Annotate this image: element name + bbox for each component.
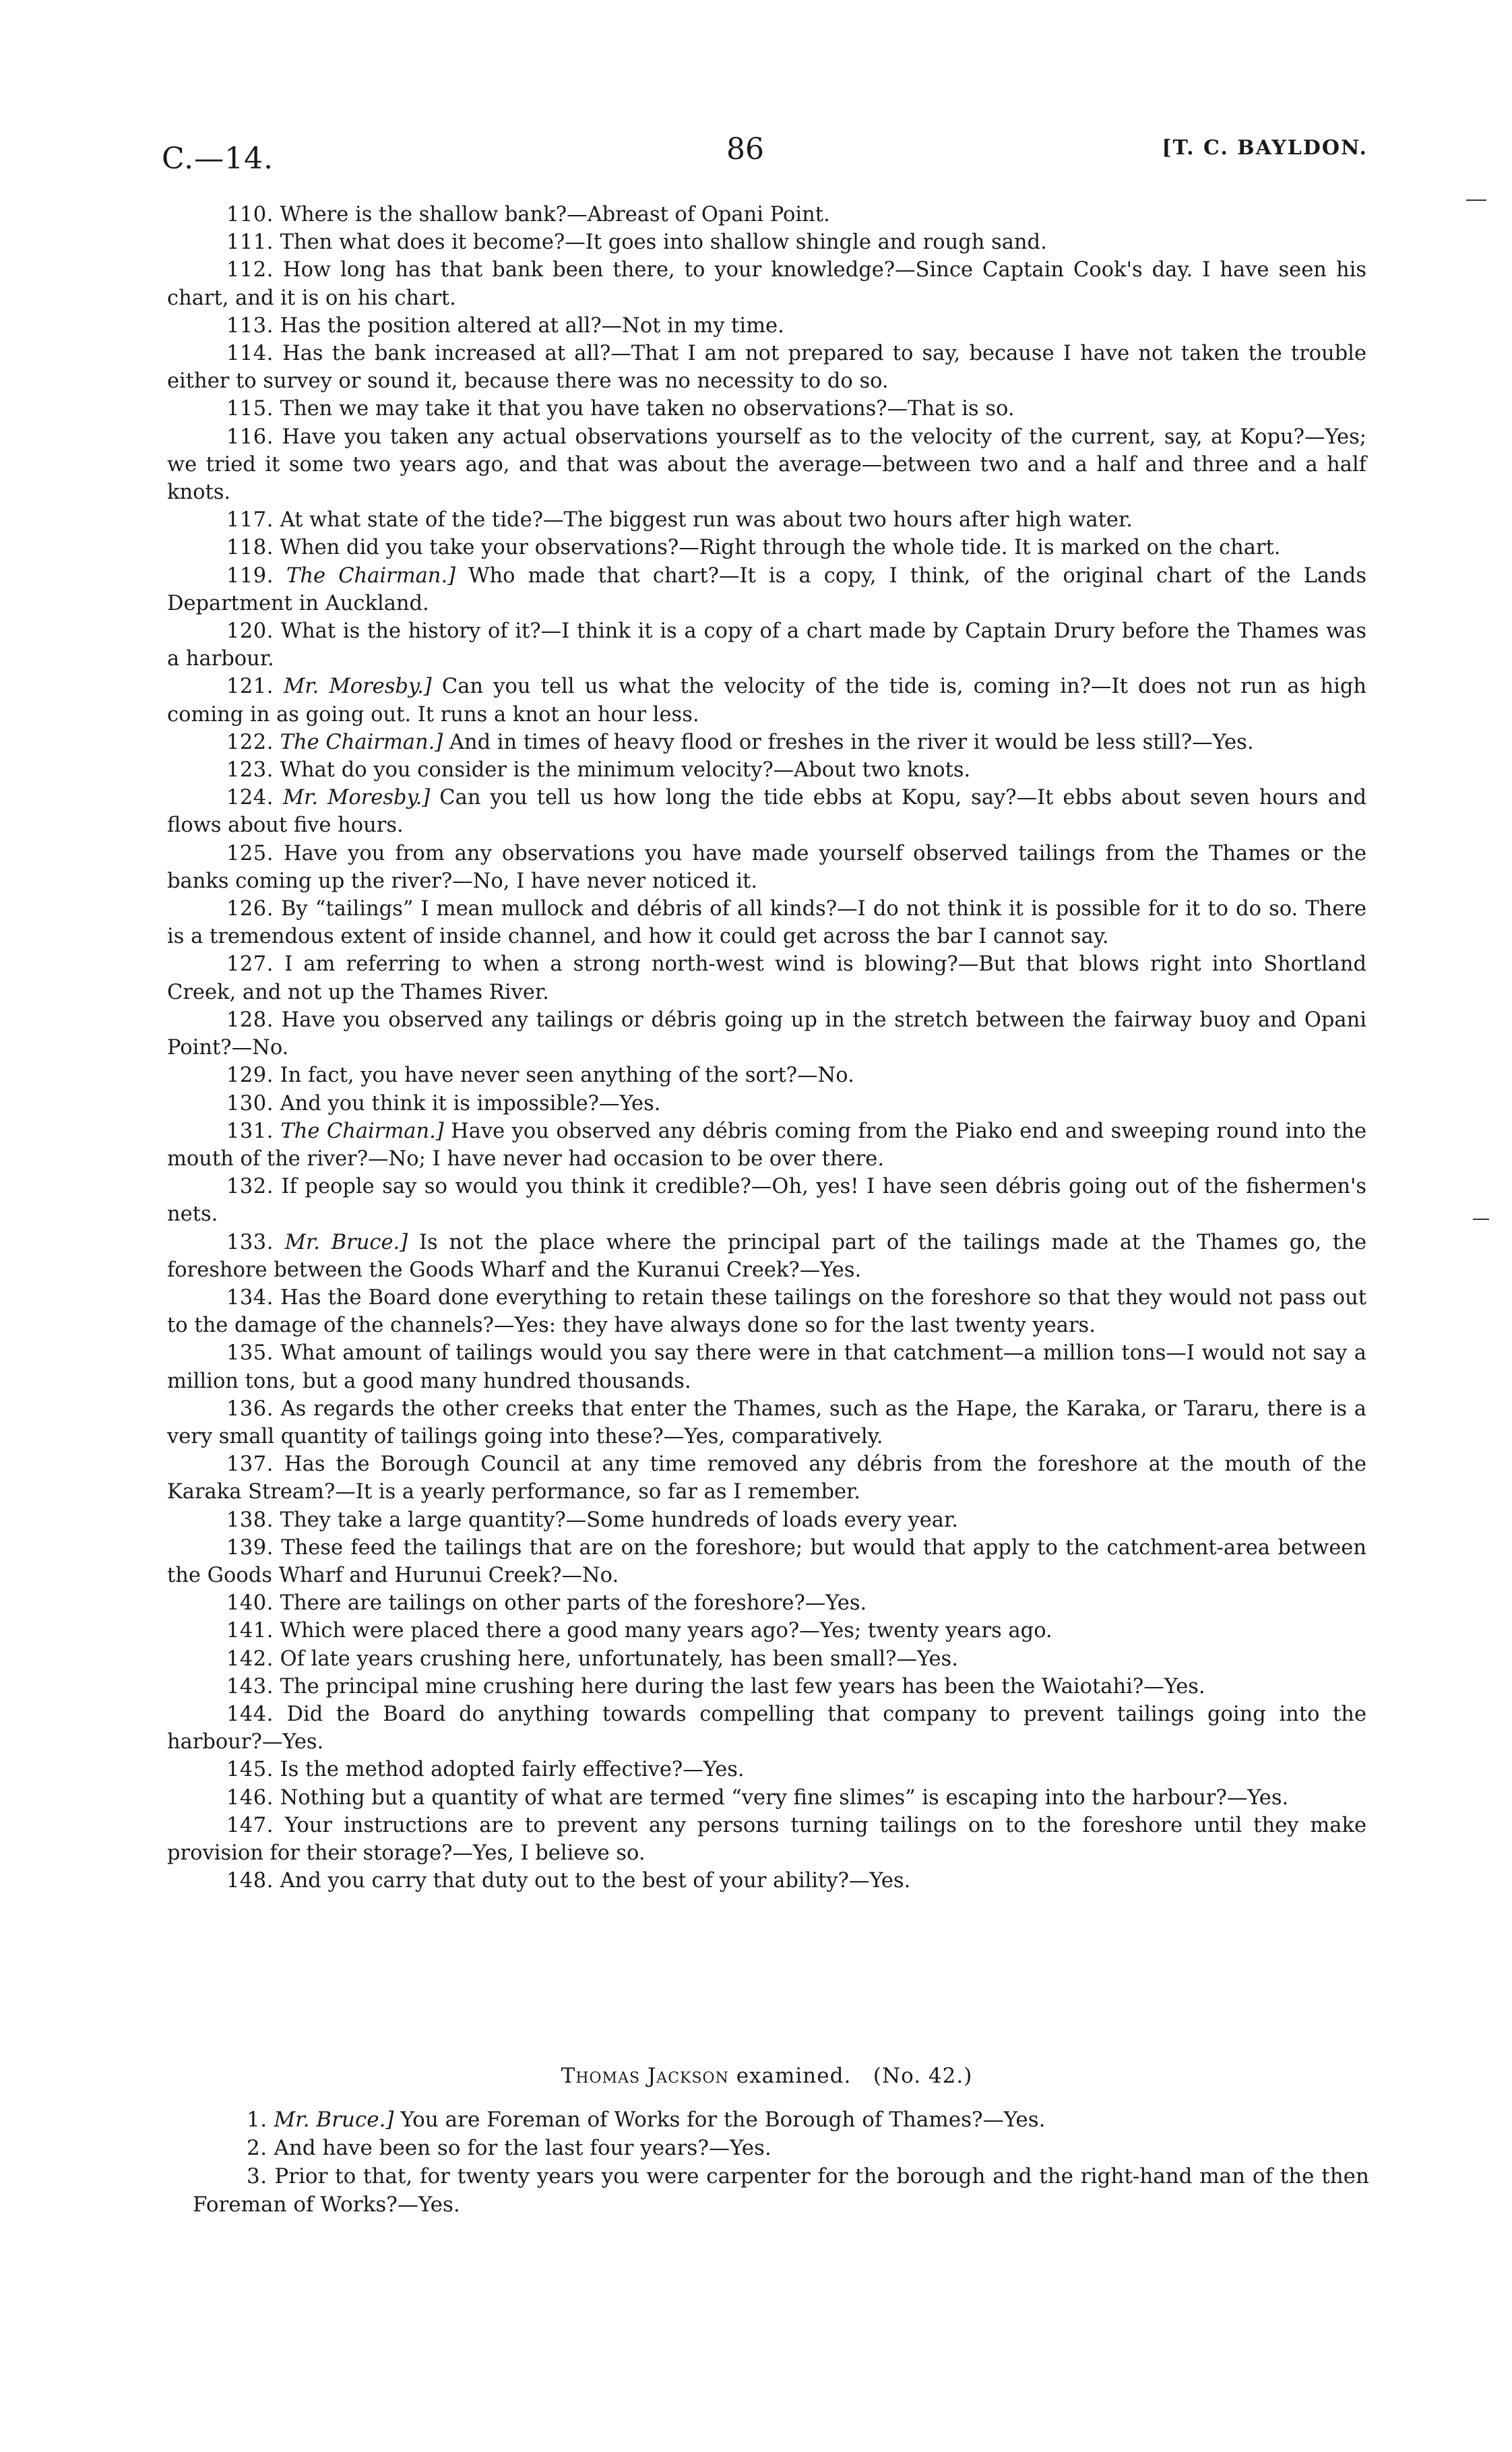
- question-paragraph: [167, 1173, 1366, 1228]
- question-number: 111.: [226, 231, 274, 255]
- question-paragraph: [167, 1229, 1366, 1284]
- page-number: 86: [726, 132, 764, 166]
- question-paragraph: [167, 729, 1366, 756]
- question-paragraph: [167, 562, 1366, 617]
- question-number: 126.: [226, 897, 274, 921]
- question-number: 118.: [226, 536, 274, 560]
- question-text: Then what does it become?—It goes into shallow shingle and rough sand.: [280, 231, 1047, 255]
- question-number: 114.: [226, 342, 274, 366]
- question-text: What is the history of it?—I think it is a copy of a chart made by Captain Drury before the Thames was a harbour.: [167, 619, 1366, 671]
- question-paragraph: [167, 1450, 1366, 1506]
- question-paragraph: [167, 1589, 1366, 1617]
- speaker-name: The Chairman.]: [280, 1119, 444, 1143]
- question-text: Your instructions are to prevent any persons turning tailings on to the foreshore until they make provision for their storage?—Yes, I believe so.: [167, 1813, 1366, 1865]
- question-number: 136.: [226, 1397, 274, 1421]
- question-text: Have you observed any tailings or débris going up in the stretch between the fairway buoy and Opani Point?—No.: [167, 1008, 1366, 1060]
- question-number: 113.: [226, 313, 274, 338]
- question-number: 135.: [226, 1341, 274, 1366]
- question-paragraph: [167, 1006, 1366, 1062]
- question-number: 138.: [226, 1508, 274, 1532]
- question-paragraph: [167, 840, 1366, 895]
- question-text: Is the method adopted fairly effective?—Yes.: [280, 1758, 745, 1782]
- speaker-name: Mr. Moresby.]: [282, 786, 431, 810]
- question-number: 145.: [226, 1758, 274, 1782]
- question-number: 117.: [226, 508, 274, 532]
- question-number: 141.: [226, 1619, 274, 1643]
- question-paragraph: [167, 1756, 1366, 1783]
- question-text: Can you tell us how long the tide ebbs at Kopu, say?—It ebbs about seven hours and flows about five hours.: [167, 786, 1367, 838]
- question-paragraph: [167, 756, 1366, 784]
- question-number: 110.: [226, 203, 274, 226]
- question-number: 123.: [226, 758, 274, 783]
- page-header: [162, 132, 1368, 179]
- question-paragraph: [167, 423, 1366, 507]
- question-number: 140.: [226, 1591, 274, 1616]
- question-number: 128.: [226, 1008, 274, 1032]
- question-paragraph: [167, 312, 1366, 340]
- question-text: Prior to that, for twenty years you were carpenter for the borough and the right-hand man of the then Foreman of Works?—Yes.: [193, 2164, 1369, 2217]
- question-number: 1.: [247, 2108, 267, 2132]
- question-paragraph: [167, 673, 1366, 728]
- question-number: 125.: [226, 841, 274, 865]
- question-paragraph: [167, 1617, 1366, 1645]
- question-number: 131.: [226, 1119, 274, 1143]
- question-paragraph: [167, 1867, 1366, 1895]
- question-text: Has the bank increased at all?—That I am not prepared to say, because I have not taken the trouble either to survey or sound it, because there was no necessity to do so.: [167, 342, 1366, 394]
- question-paragraph: [193, 2162, 1369, 2219]
- question-text: Has the position altered at all?—Not in my time.: [280, 313, 784, 338]
- margin-mark: [1473, 1219, 1489, 1220]
- question-number: 143.: [226, 1674, 274, 1698]
- question-text: In fact, you have never seen anything of the sort?—No.: [280, 1064, 854, 1088]
- question-number: 122.: [226, 730, 274, 754]
- question-paragraph: [167, 950, 1366, 1006]
- witness-heading-number: (No. 42.): [873, 2064, 973, 2088]
- speaker-name: Mr. Bruce.]: [284, 1230, 408, 1254]
- question-number: 146.: [226, 1785, 274, 1810]
- question-text: Can you tell us what the velocity of the tide is, coming in?—It does not run as high coming in as going out. It runs a knot an hour less.: [167, 675, 1366, 727]
- witness-name: [T. C. BAYLDON.: [1162, 136, 1368, 160]
- speaker-name: Mr. Moresby.]: [284, 675, 432, 699]
- question-paragraph: [167, 1062, 1366, 1089]
- examination-text-2: [193, 2106, 1369, 2219]
- question-text: By “tailings” I mean mullock and débris of all kinds?—I do not think it is possible for it to do so. There is a tremendous extent of inside channel, and how it could get across the bar I cannot say.: [167, 897, 1366, 949]
- question-number: 121.: [226, 675, 274, 699]
- question-text: The principal mine crushing here during the last few years has been the Waiotahi?—Yes.: [280, 1674, 1205, 1698]
- question-text: Have you taken any actual observations yourself as to the velocity of the current, say, at Kopu?—Yes; we tried it some two years ago, and that was about the average—between two and a half and three and a half knots.: [167, 425, 1366, 505]
- question-text: Which were placed there a good many years ago?—Yes; twenty years ago.: [280, 1619, 1052, 1643]
- question-paragraph: [167, 1117, 1366, 1173]
- question-paragraph: [167, 506, 1366, 534]
- question-text: Have you from any observations you have made yourself observed tailings from the Thames or the banks coming up the river?—No, I have never noticed it.: [167, 841, 1366, 893]
- examination-text: [167, 201, 1366, 1895]
- question-text: Of late years crushing here, unfortunately, has been small?—Yes.: [280, 1647, 958, 1671]
- question-text: You are Foreman of Works for the Borough of Thames?—Yes.: [400, 2108, 1046, 2132]
- question-number: 134.: [226, 1285, 274, 1310]
- question-paragraph: [167, 1284, 1366, 1339]
- question-paragraph: [167, 784, 1366, 839]
- margin-mark: [1466, 200, 1486, 201]
- question-text: I am referring to when a strong north-west wind is blowing?—But that blows right into Shortland Creek, and not up the Thames River.: [167, 952, 1366, 1004]
- question-paragraph: [167, 1090, 1366, 1117]
- speaker-name: The Chairman.]: [280, 730, 443, 754]
- question-number: 119.: [226, 563, 274, 588]
- question-paragraph: [167, 1395, 1366, 1450]
- question-text: And you think it is impossible?—Yes.: [280, 1091, 661, 1115]
- question-number: 127.: [226, 952, 274, 977]
- question-number: 120.: [226, 619, 274, 644]
- question-paragraph: [167, 1812, 1366, 1867]
- question-text: Who made that chart?—It is a copy, I think, of the original chart of the Lands Department in Auckland.: [167, 563, 1366, 615]
- question-paragraph: [167, 534, 1366, 561]
- question-text: Has the Borough Council at any time removed any débris from the foreshore at the mouth of the Karaka Stream?—It is a yearly performance, so far as I remember.: [167, 1452, 1366, 1504]
- paper-reference: C.—14.: [162, 142, 274, 176]
- question-text: When did you take your observations?—Right through the whole tide. It is marked on the chart.: [280, 536, 1281, 560]
- question-text: These feed the tailings that are on the foreshore; but would that apply to the catchment-area between the Goods Wharf and Hurunui Creek?—No.: [167, 1535, 1366, 1587]
- question-paragraph: [167, 1673, 1366, 1700]
- question-number: 133.: [226, 1230, 274, 1254]
- question-number: 2.: [247, 2136, 267, 2160]
- question-number: 130.: [226, 1091, 274, 1115]
- section-heading: [167, 2064, 1366, 2088]
- question-number: 137.: [226, 1452, 274, 1477]
- question-paragraph: [167, 1645, 1366, 1673]
- question-text: They take a large quantity?—Some hundreds of loads every year.: [280, 1508, 958, 1532]
- question-paragraph: [167, 617, 1366, 673]
- question-text: And you carry that duty out to the best of your ability?—Yes.: [280, 1869, 911, 1893]
- question-paragraph: [167, 340, 1366, 395]
- question-number: 112.: [226, 258, 274, 282]
- question-text: And have been so for the last four years?—Yes.: [274, 2136, 771, 2160]
- question-paragraph: [167, 1534, 1366, 1589]
- question-text: Have you observed any débris coming from the Piako end and sweeping round into the mouth of the river?—No; I have never had occasion to be over there.: [167, 1119, 1367, 1171]
- question-text: There are tailings on other parts of the foreshore?—Yes.: [280, 1591, 867, 1616]
- speaker-name: Mr. Bruce.]: [274, 2108, 394, 2132]
- question-text: How long has that bank been there, to your knowledge?—Since Captain Cook's day. I have seen his chart, and it is on his chart.: [167, 258, 1366, 310]
- question-text: Nothing but a quantity of what are termed “very fine slimes” is escaping into the harbour?—Yes.: [280, 1785, 1289, 1810]
- question-text: Did the Board do anything towards compelling that company to prevent tailings going into the harbour?—Yes.: [167, 1702, 1366, 1754]
- question-paragraph: [167, 895, 1366, 950]
- question-paragraph: [167, 256, 1366, 311]
- question-paragraph: [167, 1700, 1366, 1756]
- question-number: 124.: [226, 786, 274, 810]
- question-number: 115.: [226, 397, 274, 421]
- question-text: What amount of tailings would you say there were in that catchment—a million tons—I would not say a million tons, but a good many hundred thousands.: [167, 1341, 1366, 1393]
- question-number: 147.: [226, 1813, 274, 1837]
- question-paragraph: [167, 1784, 1366, 1812]
- question-paragraph: [193, 2106, 1369, 2134]
- question-number: 129.: [226, 1064, 274, 1088]
- question-number: 3.: [247, 2164, 267, 2188]
- question-paragraph: [167, 201, 1366, 228]
- question-text: Has the Board done everything to retain these tailings on the foreshore so that they would not pass out to the damage of the channels?—Yes: they have always done so for the last twenty years.: [167, 1285, 1366, 1338]
- question-text: What do you consider is the minimum velocity?—About two knots.: [280, 758, 971, 783]
- question-text: At what state of the tide?—The biggest run was about two hours after high water.: [280, 508, 1133, 532]
- question-number: 142.: [226, 1647, 274, 1671]
- speaker-name: The Chairman.]: [286, 563, 456, 588]
- question-paragraph: [167, 228, 1366, 256]
- question-number: 144.: [226, 1702, 274, 1726]
- question-number: 139.: [226, 1535, 274, 1560]
- question-text: Then we may take it that you have taken no observations?—That is so.: [280, 397, 1015, 421]
- question-paragraph: [193, 2134, 1369, 2162]
- witness-heading-name: Thomas Jackson: [561, 2064, 729, 2088]
- question-number: 148.: [226, 1869, 274, 1893]
- question-number: 132.: [226, 1175, 274, 1199]
- question-paragraph: [167, 1339, 1366, 1394]
- question-text: Where is the shallow bank?—Abreast of Opani Point.: [280, 203, 830, 226]
- question-text: Is not the place where the principal part of the tailings made at the Thames go, the foreshore between the Goods Wharf and the Kuranui Creek?—Yes.: [167, 1230, 1367, 1282]
- question-text: If people say so would you think it credible?—Oh, yes! I have seen débris going out of the fishermen's nets.: [167, 1175, 1367, 1227]
- witness-heading-examined: examined.: [736, 2064, 852, 2088]
- question-paragraph: [167, 1506, 1366, 1534]
- question-text: And in times of heavy flood or freshes in the river it would be less still?—Yes.: [449, 730, 1254, 754]
- question-text: As regards the other creeks that enter the Thames, such as the Hape, the Karaka, or Tararu, there is a very small quantity of tailings going into these?—Yes, comparatively.: [167, 1397, 1366, 1448]
- question-number: 116.: [226, 425, 274, 449]
- question-paragraph: [167, 395, 1366, 423]
